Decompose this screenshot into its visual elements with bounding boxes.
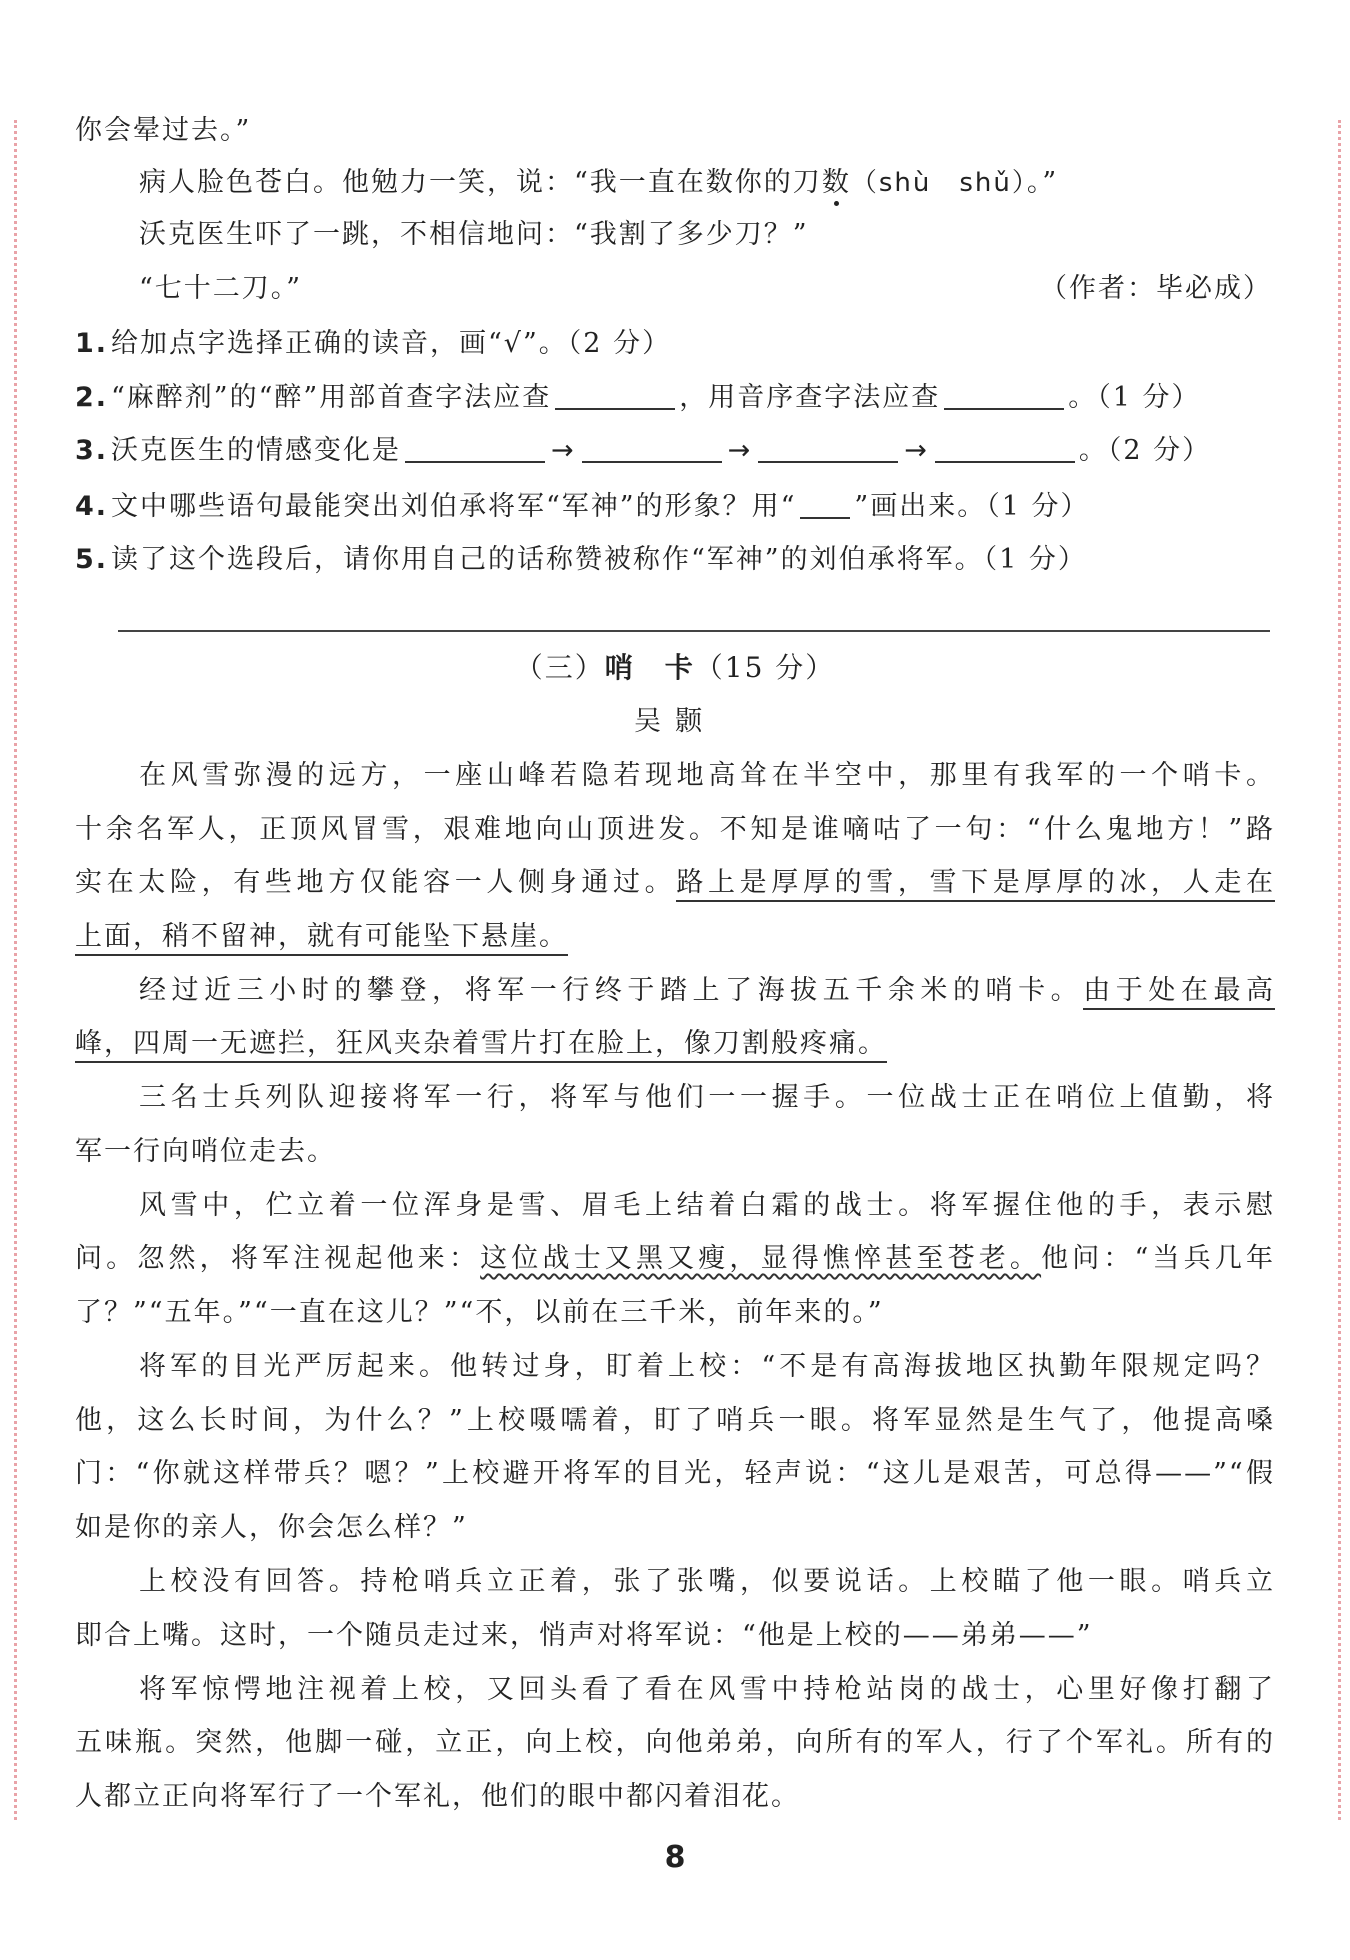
right-margin-dotted-line bbox=[1338, 120, 1341, 1820]
page-number: 8 bbox=[664, 1840, 686, 1875]
answer-blank[interactable] bbox=[582, 431, 722, 463]
passage-text: 病人脸色苍白。他勉力一笑，说：“我一直在数你的刀 bbox=[139, 167, 822, 198]
question-number: 5. bbox=[75, 544, 109, 575]
question-number: 3. bbox=[75, 435, 109, 466]
question-4 bbox=[75, 487, 1275, 526]
article-line bbox=[75, 918, 1275, 956]
question-text: “麻醉剂”的“醉”用部首查字法应查 bbox=[111, 382, 552, 413]
section-title-text: 哨 卡 bbox=[604, 651, 695, 684]
article-line: 五味瓶。突然，他脚一碰，立正，向上校，向他弟弟，向所有的军人，行了个军礼。所有的 bbox=[75, 1727, 1275, 1758]
question-3 bbox=[75, 431, 1275, 470]
underlined-sentence: 上面，稍不留神，就有可能坠下悬崖。 bbox=[75, 921, 568, 956]
question-text: 。（1 分） bbox=[1068, 382, 1201, 413]
passage-line-2 bbox=[75, 164, 1275, 202]
question-text: 文中哪些语句最能突出刘伯承将军“军神”的形象？用“ bbox=[111, 491, 797, 522]
question-text: ，用音序查字法应查 bbox=[679, 382, 941, 413]
section-prefix: （三） bbox=[514, 651, 605, 684]
article-line: 即合上嘴。这时，一个随员走过来，悄声对将军说：“他是上校的——弟弟——” bbox=[75, 1620, 1093, 1651]
article-line: 他，这么长时间，为什么？”上校嗫嚅着，盯了哨兵一眼。将军显然是生气了，他提高嗓 bbox=[75, 1405, 1275, 1436]
section-divider bbox=[118, 630, 1270, 632]
article-line: 三名士兵列队迎接将军一行，将军与他们一一握手。一位战士正在哨位上值勤，将 bbox=[139, 1082, 1275, 1113]
article-author: 吴颢 bbox=[634, 706, 716, 737]
article-line: 军一行向哨位走去。 bbox=[75, 1136, 336, 1167]
arrow-icon: → bbox=[727, 435, 753, 466]
question-text: 读了这个选段后，请你用自己的话称赞被称作“军神”的刘伯承将军。（1 分） bbox=[111, 544, 1087, 575]
article-line: 如是你的亲人，你会怎么样？” bbox=[75, 1512, 468, 1543]
author-note: （作者：毕必成） bbox=[1040, 273, 1272, 304]
answer-blank[interactable] bbox=[405, 431, 545, 463]
passage-text: 。” bbox=[1026, 167, 1059, 198]
question-number: 1. bbox=[75, 328, 109, 359]
left-margin-dotted-line bbox=[14, 120, 17, 1820]
dotted-character: 数 bbox=[821, 167, 851, 198]
article-text: 他问：“当兵几年 bbox=[1041, 1243, 1276, 1274]
underlined-sentence: 峰，四周一无遮拦，狂风夹杂着雪片打在脸上，像刀割般疼痛。 bbox=[75, 1028, 887, 1063]
question-text: 沃克医生的情感变化是 bbox=[111, 435, 401, 466]
article-line bbox=[75, 1240, 1275, 1278]
article-line bbox=[75, 972, 1275, 1010]
question-number: 4. bbox=[75, 491, 109, 522]
question-5 bbox=[75, 541, 1275, 579]
passage-line-1: 你会晕过去。” bbox=[75, 115, 252, 146]
section-title bbox=[0, 648, 1350, 688]
article-line: 上校没有回答。持枪哨兵立正着，张了张嘴，似要说话。上校瞄了他一眼。哨兵立 bbox=[139, 1566, 1275, 1597]
article-line: 门：“你就这样带兵？嗯？”上校避开将军的目光，轻声说：“这儿是艰苦，可总得——”“假 bbox=[75, 1458, 1275, 1489]
answer-blank[interactable] bbox=[944, 378, 1064, 410]
question-number: 2. bbox=[75, 382, 109, 413]
underlined-sentence: 路上是厚厚的雪，雪下是厚厚的冰，人走在 bbox=[676, 867, 1275, 902]
article-text: 问。忽然，将军注视起他来： bbox=[75, 1243, 481, 1274]
question-text: ”画出来。（1 分） bbox=[854, 491, 1090, 522]
article-line: 将军的目光严厉起来。他转过身，盯着上校：“不是有高海拔地区执勤年限规定吗？ bbox=[139, 1351, 1275, 1382]
underlined-sentence: 由于处在最高 bbox=[1083, 975, 1275, 1010]
article-text: 实在太险，有些地方仅能容一人侧身通过。 bbox=[75, 867, 677, 898]
underline-mark-sample bbox=[800, 487, 850, 519]
arrow-icon: → bbox=[904, 435, 929, 466]
answer-blank[interactable] bbox=[758, 431, 898, 463]
arrow-icon: → bbox=[551, 435, 576, 466]
answer-blank[interactable] bbox=[935, 431, 1075, 463]
pinyin-options: （shù shǔ） bbox=[850, 168, 1027, 198]
question-2 bbox=[75, 378, 1275, 417]
section-score: （15 分） bbox=[694, 651, 836, 684]
article-line bbox=[75, 1025, 1275, 1063]
question-text: 给加点字选择正确的读音，画“√”。（2 分） bbox=[111, 328, 672, 359]
article-line: 风雪中，伫立着一位浑身是雪、眉毛上结着白霜的战士。将军握住他的手，表示慰 bbox=[139, 1190, 1275, 1221]
answer-blank[interactable] bbox=[555, 378, 675, 410]
passage-text: “七十二刀。” bbox=[139, 273, 303, 304]
article-line: 在风雪弥漫的远方，一座山峰若隐若现地高耸在半空中，那里有我军的一个哨卡。 bbox=[139, 760, 1275, 791]
question-1 bbox=[75, 325, 1275, 363]
passage-line-3: 沃克医生吓了一跳，不相信地问：“我割了多少刀？” bbox=[139, 219, 809, 250]
article-text: 经过近三小时的攀登，将军一行终于踏上了海拔五千余米的哨卡。 bbox=[139, 975, 1084, 1006]
wavy-underlined-sentence: 这位战士又黑又瘦，显得憔悴甚至苍老。 bbox=[480, 1243, 1042, 1274]
article-line: 十余名军人，正顶风冒雪，艰难地向山顶进发。不知是谁嘀咕了一句：“什么鬼地方！”路 bbox=[75, 814, 1275, 845]
article-line: 人都立正向将军行了一个军礼，他们的眼中都闪着泪花。 bbox=[75, 1781, 800, 1812]
question-text: 。（2 分） bbox=[1078, 435, 1212, 466]
article-line bbox=[75, 864, 1275, 902]
article-line: 将军惊愕地注视着上校，又回头看了看在风雪中持枪站岗的战士，心里好像打翻了 bbox=[139, 1674, 1275, 1705]
article-line: 了？”“五年。”“一直在这儿？”“不，以前在三千米，前年来的。” bbox=[75, 1297, 884, 1328]
